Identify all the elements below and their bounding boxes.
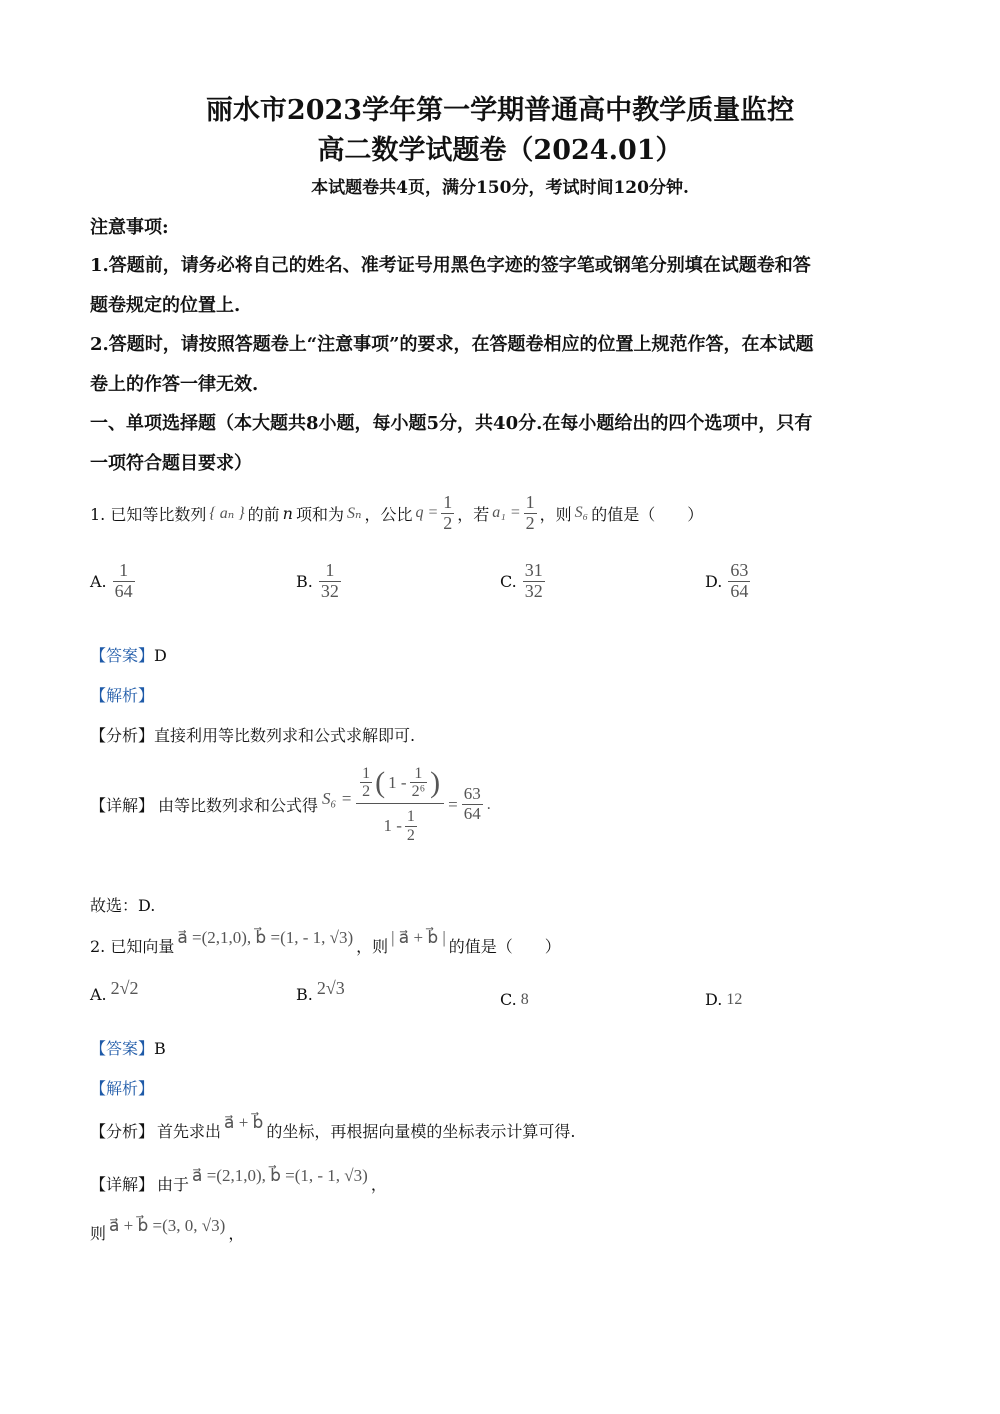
q2-sum-line: [90, 1212, 244, 1252]
q2-answer: [90, 1036, 166, 1059]
frac-den: 2: [443, 512, 453, 533]
formula-numerator: [356, 765, 444, 804]
formula-inner-fraction: [410, 765, 428, 801]
option-fraction: [523, 561, 545, 602]
answer-value: B: [154, 1039, 166, 1058]
frac-num: 63: [730, 559, 749, 580]
paren-close: ): [430, 766, 441, 800]
analysis-tag: 【解析】: [90, 1079, 155, 1098]
q2-option-a: [90, 978, 139, 1004]
q1-option-c: [500, 555, 545, 607]
q1-ratio-fraction: [441, 493, 454, 534]
q2-stem-text-b: ，则: [356, 936, 389, 956]
frac-den: 2: [525, 512, 535, 533]
q1-a1-lhs: a₁ =: [492, 504, 521, 521]
option-label: C.: [500, 571, 517, 591]
q2-option-d: [705, 990, 742, 1009]
q1-conclusion: 故选：D.: [90, 896, 156, 915]
frac-num: 63: [463, 784, 481, 804]
q2-option-c: [500, 990, 529, 1009]
note1-line1: 1.答题前，请务必将自己的姓名、准考证号用黑色字迹的签字笔或钢笔分别填在试题卷和答: [90, 255, 811, 276]
note2-line2: 卷上的作答一律无效.: [90, 374, 259, 395]
q1-stem-text-d: ，公比: [364, 504, 413, 524]
then-text: 则: [90, 1223, 107, 1243]
option-label: D.: [705, 990, 723, 1009]
formula-result: [462, 785, 483, 823]
fenxi-text: 直接利用等比数列求和公式求解即可.: [154, 726, 416, 745]
q1-stem-text-c: 项和为: [295, 504, 344, 524]
option-label: C.: [500, 990, 517, 1009]
xiangjie-tag: 【详解】: [90, 1174, 155, 1194]
q2-stem-text-a: 2. 已知向量: [90, 936, 175, 956]
q1-s6: S₆: [574, 504, 589, 521]
xiangjie-tag: 【详解】: [90, 796, 155, 815]
xiangjie-text: 由于: [157, 1174, 190, 1194]
q2-analysis-tag: [90, 1076, 154, 1099]
formula-end: .: [486, 795, 491, 813]
frac-den: 64: [114, 580, 133, 601]
frac-num: 1: [525, 491, 535, 512]
sum-end: ，: [228, 1223, 245, 1243]
frac-den: 2: [406, 826, 415, 844]
sum-expression: a⃗ + b⃗ =(3, 0, √3): [109, 1216, 226, 1235]
formula-den-fraction: [405, 808, 417, 844]
q1-fenxi: [90, 723, 415, 746]
frac-den: 64: [730, 580, 749, 601]
fenxi-expression: a⃗ + b⃗: [224, 1113, 264, 1132]
fenxi-text-b: 的坐标，再根据向量模的坐标表示计算可得.: [266, 1121, 576, 1141]
option-label: D.: [705, 571, 723, 591]
notes-heading: 注意事项:: [90, 217, 169, 238]
option-value: 2√2: [110, 978, 139, 998]
option-label: A.: [90, 571, 107, 591]
xiangjie-text: 由等比数列求和公式得: [158, 796, 319, 815]
q1-stem-n: n: [282, 503, 293, 523]
section1-line1: 一、单项选择题（本大题共8小题，每小题5分，共40分.在每小题给出的四个选项中，只有: [90, 413, 813, 434]
formula-main-fraction: [356, 765, 444, 844]
q1-sum-sn: Sₙ: [346, 505, 362, 522]
paren-open: (: [375, 766, 386, 800]
option-fraction: [728, 561, 750, 602]
q2-stem-text-c: 的值是（ ）: [448, 936, 561, 956]
option-fraction: [319, 561, 341, 602]
q1-stem-text-b: 的前: [247, 504, 280, 524]
frac-den: 2: [362, 783, 371, 801]
q1-stem-text-f: ，则: [539, 504, 572, 524]
frac-num: 1: [410, 765, 428, 784]
option-label: A.: [90, 985, 107, 1004]
answer-tag: 【答案】: [90, 646, 155, 665]
option-value: 12: [726, 990, 743, 1008]
frac-den: 32: [320, 580, 339, 601]
frac-num: 31: [524, 559, 543, 580]
q1-stem: [90, 483, 703, 543]
q1-sequence-an: { aₙ }: [209, 505, 245, 522]
answer-tag: 【答案】: [90, 1039, 155, 1058]
section1-line2: 一项符合题目要求）: [90, 453, 252, 474]
q1-ratio-lhs: q =: [415, 504, 439, 521]
q1-a1-fraction: [524, 493, 537, 534]
q2-vectors: a⃗ =(2,1,0), b⃗ =(1, - 1, √3): [177, 928, 354, 947]
formula-paren-text: 1 -: [388, 772, 407, 792]
note1-line2: 题卷规定的位置上.: [90, 295, 241, 316]
frac-num: 1: [362, 764, 371, 782]
frac-num: 1: [443, 491, 453, 512]
formula-lhs: S₆ =: [322, 788, 353, 808]
q1-xiangjie: [90, 752, 491, 857]
answer-value: D: [154, 646, 167, 665]
fenxi-tag: 【分析】: [90, 1121, 155, 1141]
formula-half: [360, 765, 372, 801]
frac-num: 1: [319, 561, 341, 582]
q1-answer: [90, 643, 167, 666]
option-value: 8: [520, 990, 529, 1008]
option-value: 2√3: [316, 978, 345, 998]
q1-option-b: [296, 555, 341, 607]
frac-num: 1: [113, 561, 135, 582]
formula-den-text: 1 -: [383, 815, 402, 835]
frac-den: 32: [524, 580, 543, 601]
option-label: B.: [296, 985, 313, 1004]
frac-den: 64: [463, 804, 481, 823]
q2-stem: [90, 925, 561, 965]
note2-line1: 2.答题时，请按照答题卷上“注意事项”的要求，在答题卷相应的位置上规范作答，在本试题: [90, 334, 814, 355]
formula-denominator: [356, 804, 444, 844]
exam-title-line1: 丽水市2023学年第一学期普通高中教学质量监控: [205, 95, 795, 126]
fenxi-tag: 【分析】: [90, 726, 155, 745]
analysis-tag: 【解析】: [90, 686, 155, 705]
option-label: B.: [296, 571, 313, 591]
q1-option-d: [705, 555, 750, 607]
frac-num: 1: [406, 808, 415, 825]
q1-stem-text-e: ，若: [457, 504, 490, 524]
q1-analysis-tag: [90, 683, 154, 706]
xiangjie-vectors: a⃗ =(2,1,0), b⃗ =(1, - 1, √3): [192, 1166, 368, 1185]
q2-xiangjie: [90, 1163, 387, 1203]
formula-eq: =: [448, 794, 458, 814]
q1-stem-text-a: 1. 已知等比数列: [90, 504, 207, 524]
q2-fenxi: [90, 1110, 575, 1150]
frac-den: 2⁶: [411, 783, 426, 801]
xiangjie-end: ，: [370, 1174, 387, 1194]
q1-option-a: [90, 555, 135, 607]
exam-subtitle: 本试题卷共4页，满分150分，考试时间120分钟.: [311, 178, 689, 198]
q1-stem-text-g: 的值是（ ）: [591, 504, 704, 524]
q2-expression: | a⃗ + b⃗ |: [391, 928, 446, 947]
option-fraction: [113, 561, 135, 602]
q2-option-b: [296, 978, 345, 1004]
fenxi-text-a: 首先求出: [157, 1121, 222, 1141]
exam-title-line2: 高二数学试题卷（2024.01）: [317, 135, 683, 166]
